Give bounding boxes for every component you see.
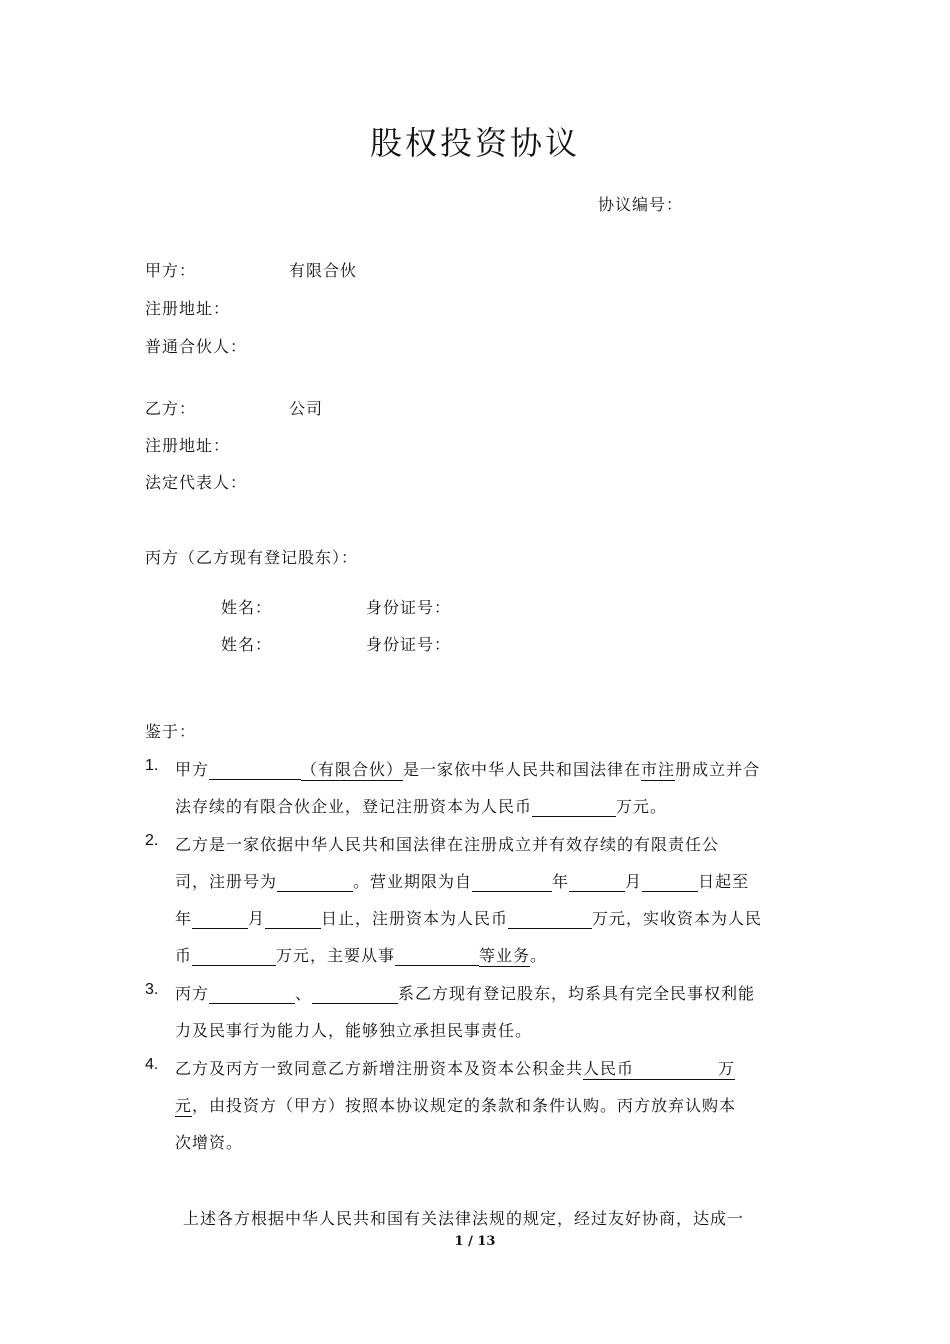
holder-id-label: 身份证号： [366, 598, 452, 617]
party-b-name: 公司 [289, 399, 324, 418]
party-b-address-label: 注册地址： [145, 436, 231, 455]
list-item-line: 丙方 、 系乙方现有登记股东，均系具有完全民事权利能 [175, 984, 756, 1003]
item-number: 4. [145, 1056, 159, 1073]
holder-id-label: 身份证号： [366, 635, 452, 654]
party-a-label: 甲方： [145, 261, 197, 280]
list-item-line: 乙方及丙方一致同意乙方新增注册资本及资本公积金共人民币 万 [175, 1059, 736, 1078]
party-b-label: 乙方： [145, 399, 197, 418]
list-item-line: 力及民事行为能力人，能够独立承担民事责任。 [175, 1021, 533, 1040]
whereas-label: 鉴于： [145, 722, 197, 741]
party-a-address-label: 注册地址： [145, 299, 231, 318]
list-item-line: 甲方 （有限合伙）是一家依中华人民共和国法律在市注册成立并合 [175, 760, 761, 779]
item-number: 2. [145, 832, 159, 849]
party-a-partner-label: 普通合伙人： [145, 337, 248, 356]
closing-paragraph: 上述各方根据中华人民共和国有关法律法规的规定，经过友好协商，达成一 [183, 1209, 745, 1228]
party-b-rep-label: 法定代表人： [145, 473, 248, 492]
party-a-name: 有限合伙 [289, 261, 358, 280]
list-item-line: 年 月 日止，注册资本为人民币 万元，实收资本为人民 [175, 909, 763, 928]
document-title: 股权投资协议 [369, 124, 580, 162]
list-item-line: 乙方是一家依据中华人民共和国法律在注册成立并有效存续的有限责任公 [175, 835, 720, 854]
item-number: 1. [145, 757, 159, 774]
list-item-line: 法存续的有限合伙企业，登记注册资本为人民币 万元。 [175, 797, 668, 816]
list-item-line: 次增资。 [175, 1133, 244, 1152]
holder-name-label: 姓名： [221, 635, 273, 654]
list-item-line: 司，注册号为 。营业期限为自 年 月 日起至 [175, 872, 750, 891]
agreement-number-label: 协议编号： [598, 195, 684, 214]
list-item-line: 元，由投资方（甲方）按照本协议规定的条款和条件认购。丙方放弃认购本 [175, 1096, 737, 1115]
holder-name-label: 姓名： [221, 598, 273, 617]
page-indicator: 1 / 13 [454, 1234, 496, 1249]
party-c-label: 丙方（乙方现有登记股东）： [145, 548, 359, 567]
list-item-line: 币 万元，主要从事 等业务。 [175, 946, 548, 965]
item-number: 3. [145, 981, 159, 998]
